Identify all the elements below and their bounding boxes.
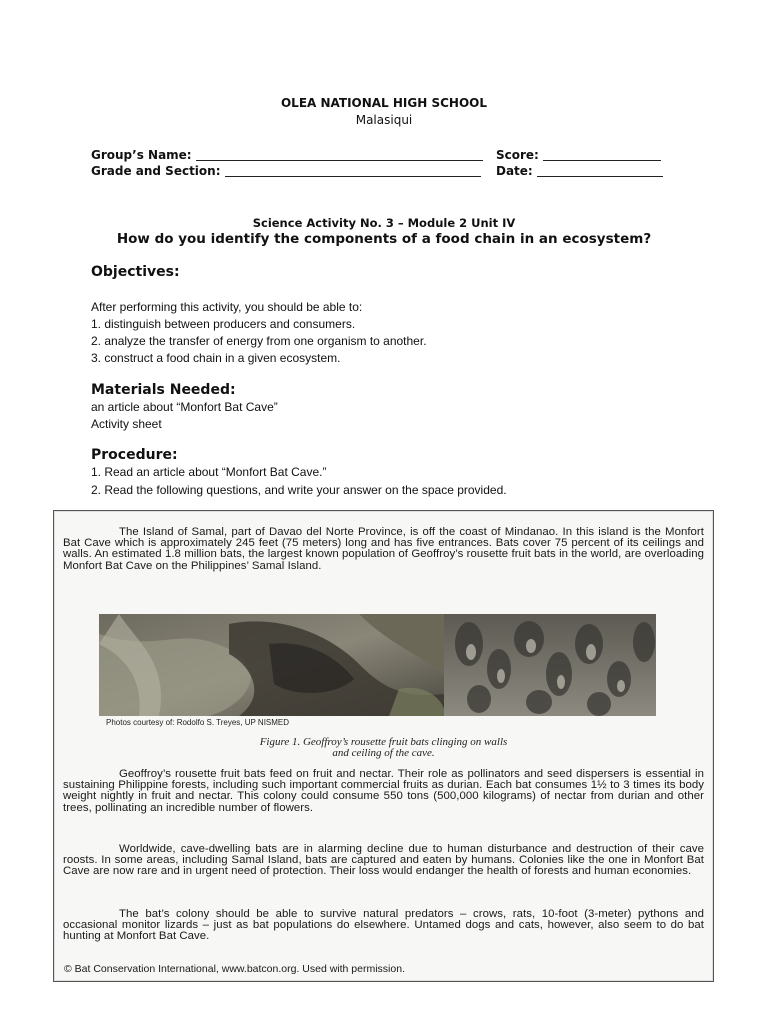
objective-item: 1. distinguish between producers and consumers. <box>91 317 356 331</box>
procedure-heading: Procedure: <box>91 447 178 463</box>
article-scan <box>53 510 714 982</box>
objective-item: 2. analyze the transfer of energy from one organism to another. <box>91 334 427 348</box>
article-copyright: © Bat Conservation International, www.batcon.org. Used with permission. <box>64 963 405 975</box>
figure-caption <box>54 737 713 759</box>
group-name-field[interactable] <box>91 148 483 162</box>
date-label: Date: <box>496 164 533 178</box>
score-label: Score: <box>496 148 539 162</box>
grade-section-field[interactable] <box>91 164 481 178</box>
article-paragraph-2: Geoffroy’s rousette fruit bats feed on fruit and nectar. Their role as pollinators and seed dispersers is essential in sustaining Philippine forests, including such important commercial fruits as durian. Each bat consumes 1½ to 3 times its body weight nightly in fruit and nectar. This colony could consume 550 tons (500,000 kilograms) of nectar from durian and other trees, pollinating an incredible number of flowers. <box>63 768 704 814</box>
material-item: an article about “Monfort Bat Cave” <box>91 400 278 414</box>
material-item: Activity sheet <box>91 417 162 431</box>
objective-item: 3. construct a food chain in a given ecosystem. <box>91 351 341 365</box>
activity-title: Science Activity No. 3 – Module 2 Unit IV <box>252 216 516 230</box>
score-line[interactable] <box>543 148 661 161</box>
photo-credit: Photos courtesy of: Rodolfo S. Treyes, UP NISMED <box>106 718 290 727</box>
activity-question: How do you identify the components of a food chain in an ecosystem? <box>116 231 652 247</box>
figure-caption-line-2: and ceiling of the cave. <box>332 747 435 759</box>
group-name-line[interactable] <box>196 148 483 161</box>
school-name: OLEA NATIONAL HIGH SCHOOL <box>280 96 488 110</box>
article-paragraph-4: The bat’s colony should be able to survive natural predators – crows, rats, 10-foot (3-meter) pythons and occasional monitor lizards – just as bat populations do elsewhere. Untamed dogs and cats, however, also seem to do bat hunting at Monfort Bat Cave. <box>63 908 704 943</box>
grade-section-label: Grade and Section: <box>91 164 221 178</box>
grade-section-line[interactable] <box>225 164 481 177</box>
article-paragraph-3: Worldwide, cave-dwelling bats are in alarming decline due to human disturbance and destruction of their cave roosts. In some areas, including Samal Island, bats are captured and eaten by humans. Colonies like the one in Monfort Bat Cave are now rare and in urgent need of protection. Their loss would endanger the health of forests and human economies. <box>63 843 704 878</box>
figure-caption-line-1: Figure 1. Geoffroy’s rousette fruit bats clinging on walls <box>259 736 508 748</box>
date-field[interactable] <box>496 164 663 178</box>
bat-cave-photos <box>99 614 656 716</box>
score-field[interactable] <box>496 148 661 162</box>
procedure-item: 2. Read the following questions, and write your answer on the space provided. <box>91 483 507 497</box>
date-line[interactable] <box>537 164 663 177</box>
materials-heading: Materials Needed: <box>91 382 236 398</box>
procedure-item: 1. Read an article about “Monfort Bat Cave.” <box>91 465 327 479</box>
article-paragraph-1: The Island of Samal, part of Davao del Norte Province, is off the coast of Mindanao. In this island is the Monfort Bat Cave which is approximately 245 feet (75 meters) long and has five entrances. Bats cover 75 percent of its ceilings and walls. An estimated 1.8 million bats, the largest known population of Geoffroy’s rousette fruit bats in the world, are overloading Monfort Bat Cave on the Philippines’ Samal Island. <box>63 526 704 572</box>
school-town: Malasiqui <box>355 113 413 127</box>
group-name-label: Group’s Name: <box>91 148 192 162</box>
objectives-intro: After performing this activity, you should be able to: <box>91 300 363 314</box>
objectives-heading: Objectives: <box>91 264 180 280</box>
